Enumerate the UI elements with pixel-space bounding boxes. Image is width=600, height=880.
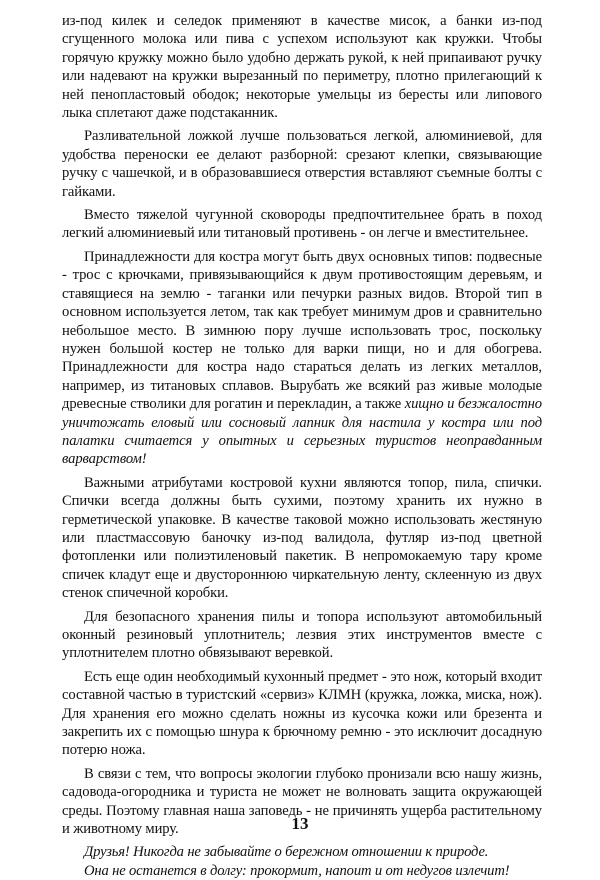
paragraph-italic-text: хищно и безжалостно уничтожать еловый или сосновый лапник для настила у костра или под палатки считается у опытных и серьезных туристов неоправданным варварством! bbox=[62, 396, 543, 468]
paragraph-frying-pan bbox=[62, 206, 542, 243]
paragraph-text: Для безопасного хранения пилы и топора используют автомобильный оконный резиновый уплотнитель; лезвия этих инструментов вместе с уплотнителем плотно обвязывают веревкой. bbox=[62, 608, 542, 662]
page-number: 13 bbox=[291, 814, 309, 833]
paragraph-campfire-accessories bbox=[62, 248, 542, 469]
paragraph-matches bbox=[62, 474, 542, 603]
paragraph-text: из-под килек и селедок применяют в качестве мисок, а банки из-под сгущенного молока или пива с успехом используют как кружки. Чтобы горячую кружку можно было удобно держать рукой, к ней припаивают ручку или надевают на кружки вырезанный по периметру, плотно прилегающий к ней пенопластовый ободок; некоторые умельцы из бересты или липового лыка сплетают даже подстаканник. bbox=[62, 13, 542, 122]
paragraph-text: Важными атрибутами костровой кухни являются топор, пила, спички. Спички всегда должны быть сухими, поэтому хранить их нужно в герметической упаковке. В качестве таковой можно использовать жестяную или пластмассовую баночку из-под валидола, футляр из-под цветной фотопленки или полиэтиленовый пакетик. В непромокаемую тару кроме спичек кладут еще и двустороннюю чиркательную ленту, склеенную из двух стенок спичечной коробки. bbox=[62, 474, 542, 602]
paragraph-ladle bbox=[62, 127, 542, 201]
closing-line-1: Друзья! Никогда не забывайте о бережном отношении к природе. bbox=[84, 844, 489, 861]
paragraph-text: Принадлежности для костра могут быть двух основных типов: подвесные - трос с крючками, привязывающийся к двум противостоящим деревьям, и ставящиеся на землю - таганки или печурки разных видов. Второй тип в основном используется летом, так как требует минимум дров и сравнительно небольшое место. В зимнюю пору лучше использовать трос, поскольку нужен большой костер не только для варки пищи, но и для обогрева. Принадлежности для костра надо стараться делать из легких металлов, например, из титановых сплавов. Вырубать же всякий раз живые молодые древесные стволики для рогатин и перекладин, а также bbox=[62, 248, 542, 413]
paragraph-saw-axe bbox=[62, 608, 542, 663]
paragraph-text: Вместо тяжелой чугунной сковороды предпочтительнее брать в поход легкий алюминиевый или титановый противень - он легче и вместительнее. bbox=[62, 207, 542, 242]
paragraph-text: Есть еще один необходимый кухонный предмет - это нож, который входит составной частью в туристский «сервиз» КЛМН (кружка, ложка, миска, нож). Для хранения его можно сделать ножны из кусочка кожи или брезента и закрепить их с помощью шнура к брючному ремню - это исключит досадную потерю ножа. bbox=[62, 668, 542, 759]
paragraph-text: Разливательной ложкой лучше пользоваться легкой, алюминиевой, для удобства переноски ее делают разборной: срезают клепки, связывающие ручку с чашечкой, и в образовавшиеся отверстия вставляют съемные болты с гайками. bbox=[62, 128, 542, 200]
paragraph-knife bbox=[62, 668, 542, 760]
paragraph-mugs bbox=[62, 12, 542, 122]
closing-line-2: Она не останется в долгу: прокормит, напоит и от недугов излечит! bbox=[84, 862, 510, 879]
paragraph-text: В связи с тем, что вопросы экологии глубоко пронизали всю нашу жизнь, садовода-огородника и туриста не может не волновать защита окружающей среды. Поэтому главная наша заповедь - не причинять ущерба растительному и животному миру. bbox=[62, 765, 542, 838]
